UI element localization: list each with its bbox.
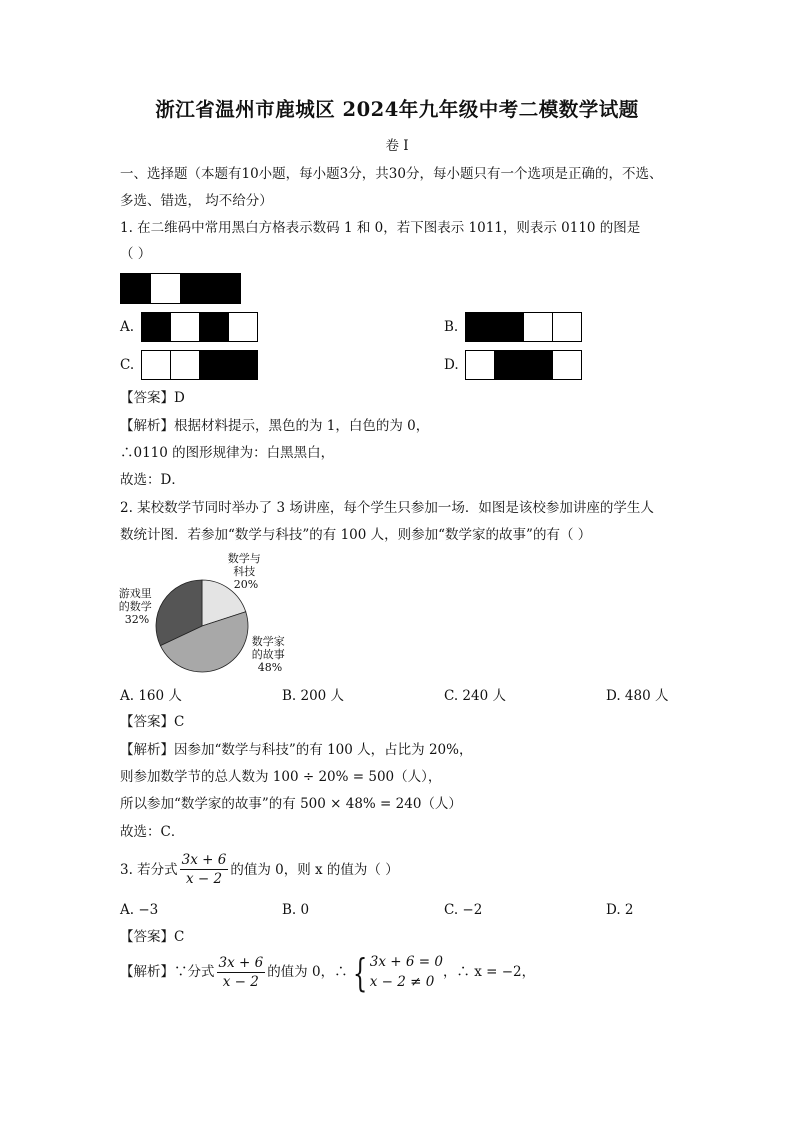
q3-answer: 【答案】C: [120, 929, 185, 945]
cell-2: [495, 351, 524, 380]
q3-equation-2: x − 2 ≠ 0: [369, 973, 435, 990]
q3-analysis: [120, 950, 536, 995]
q1-analysis-line1: 【解析】根据材料提示，黑色的为 1，白色的为 0，: [120, 418, 430, 434]
q3-analysis-end: ，∴ x = −2，: [442, 964, 536, 981]
q1-analysis-line2: ∴0110 的图形规律为：白黑黑白，: [120, 445, 335, 461]
q1-option-c-label: C.: [120, 357, 135, 373]
pie-label-game-l3: 32%: [124, 613, 150, 626]
pie-label-tech: [228, 551, 265, 591]
q3-fraction: [180, 852, 229, 887]
q3-option-c: C. −2: [444, 902, 483, 918]
pie-label-game-l2: 的数学: [118, 600, 152, 613]
q3-analysis-fraction: [217, 955, 266, 990]
cell-1: [466, 313, 495, 342]
q3-stem-suffix: 的值为 0，则 x 的值为（ ）: [230, 861, 399, 878]
q3-option-a: A. −3: [120, 902, 159, 918]
q3-option-b: B. 0: [282, 902, 310, 918]
q2-option-a: A. 160 人: [120, 688, 182, 704]
section-heading-line2: 多选、错选， 均不给分）: [120, 193, 273, 209]
cell-4: [229, 313, 258, 342]
q1-option-c-code: [141, 350, 261, 381]
pie-label-tech-l1: 数学与: [227, 552, 261, 565]
cell-3: [524, 351, 553, 380]
pie-label-game-l1: 游戏里: [118, 587, 152, 600]
q1-option-a-label: A.: [120, 319, 135, 335]
q3-stem: [120, 852, 399, 887]
q1-stem-line1: 1. 在二维码中常用黑白方格表示数码 1 和 0，若下图表示 1011，则表示 0110 的图是: [120, 220, 641, 236]
q3-equation-1: 3x + 6 = 0: [369, 954, 443, 970]
pie-label-story-l2: 的故事: [251, 648, 285, 661]
q3-analysis-prefix: 【解析】∵分式: [120, 964, 215, 981]
cell-4: [553, 351, 582, 380]
q1-example-code-1011: [120, 273, 244, 305]
cell-2: [495, 313, 524, 342]
page-title: 浙江省温州市鹿城区 2024年九年级中考二模数学试题: [155, 98, 639, 121]
q3-fraction-numerator: 3x + 6: [180, 852, 229, 870]
pie-label-story-l3: 48%: [257, 661, 283, 674]
pie-label-story: [252, 634, 289, 674]
cell-4: [211, 274, 241, 304]
cell-4: [229, 351, 258, 380]
q3-analysis-fraction-denominator: x − 2: [222, 974, 259, 991]
pie-label-tech-l3: 20%: [233, 578, 259, 591]
q3-analysis-fraction-numerator: 3x + 6: [217, 955, 266, 973]
cell-1: [142, 351, 171, 380]
q2-option-b: B. 200 人: [282, 688, 345, 704]
q3-fraction-denominator: x − 2: [185, 871, 223, 888]
q2-analysis-line2: 则参加数学节的总人数为 100 ÷ 20% = 500（人），: [120, 769, 442, 785]
q3-analysis-mid: 的值为 0，∴: [267, 964, 348, 981]
q2-option-d: D. 480 人: [606, 688, 669, 704]
q1-answer: 【答案】D: [120, 390, 185, 406]
pie-label-tech-l2: 科技: [233, 565, 256, 578]
cell-3: [181, 274, 211, 304]
q2-pie-chart: [115, 548, 305, 680]
q2-analysis-line1: 【解析】因参加“数学与科技”的有 100 人，占比为 20%，: [120, 742, 473, 758]
cell-2: [151, 274, 181, 304]
q3-equation-system: [348, 950, 443, 995]
q3-option-d: D. 2: [606, 902, 634, 918]
q1-option-a-code: [141, 312, 261, 343]
cell-3: [524, 313, 553, 342]
page-subtitle: 卷 I: [385, 138, 409, 154]
q1-option-b-code: [465, 312, 585, 343]
cell-4: [553, 313, 582, 342]
cell-1: [142, 313, 171, 342]
q2-answer: 【答案】C: [120, 714, 185, 730]
cell-3: [200, 313, 229, 342]
q2-stem-line2: 数统计图．若参加“数学与科技”的有 100 人，则参加“数学家的故事”的有（ ）: [120, 527, 592, 543]
cell-2: [171, 313, 200, 342]
pie-label-story-l1: 数学家: [251, 635, 285, 648]
cell-1: [121, 274, 151, 304]
q2-option-c: C. 240 人: [444, 688, 506, 704]
q2-stem-line1: 2. 某校数学节同时举办了 3 场讲座，每个学生只参加一场．如图是该校参加讲座的学生人: [120, 500, 654, 516]
q1-option-b-label: B.: [444, 319, 459, 335]
q2-analysis-line4: 故选：C．: [120, 824, 185, 840]
left-brace: {: [352, 950, 367, 995]
q1-option-d-label: D.: [444, 357, 459, 373]
q1-stem-line2: （ ）: [120, 246, 152, 262]
q2-analysis-line3: 所以参加“数学家的故事”的有 500 × 48% = 240（人）: [120, 796, 462, 812]
q1-analysis-line3: 故选：D．: [120, 472, 185, 488]
cell-3: [200, 351, 229, 380]
cell-2: [171, 351, 200, 380]
pie-label-game: [119, 586, 156, 626]
q1-option-d-code: [465, 350, 585, 381]
q3-stem-prefix: 3. 若分式: [120, 861, 178, 878]
cell-1: [466, 351, 495, 380]
section-heading-line1: 一、选择题（本题有10小题，每小题3分，共30分，每小题只有一个选项是正确的，不选、: [120, 166, 663, 182]
